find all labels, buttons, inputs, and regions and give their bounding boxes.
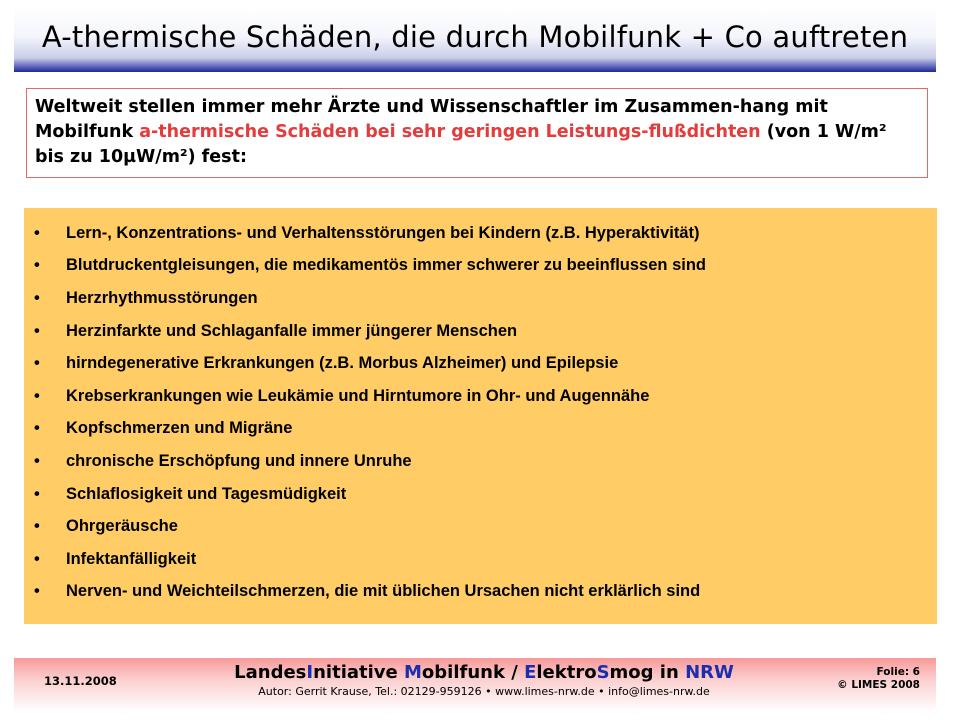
list-item-text: chronische Erschöpfung und innere Unruhe <box>66 451 412 470</box>
bullet-icon: • <box>34 484 40 503</box>
list-item-text: Krebserkrankungen wie Leukämie und Hirntumore in Ohr- und Augennähe <box>66 386 650 405</box>
list-item <box>32 315 706 348</box>
footer-organization-part: obilfunk / <box>421 662 525 683</box>
list-item-text: Ohrgeräusche <box>66 517 178 536</box>
list-item-text: Blutdruckentgleisungen, die medikamentös immer schwerer zu beeinflussen sind <box>66 256 706 275</box>
footer-organization-part: M <box>404 662 422 683</box>
bullet-icon: • <box>34 451 40 470</box>
bullet-icon: • <box>34 256 40 275</box>
footer-organization-part: E <box>524 662 537 683</box>
intro-highlight: a-thermische Schäden bei sehr geringen Leistungs-flußdichten <box>139 122 761 142</box>
bullet-icon: • <box>34 386 40 405</box>
footer-organization-part: mog in <box>609 662 686 683</box>
bullet-icon: • <box>34 549 40 568</box>
footer-center <box>204 662 764 698</box>
footer-organization-part: Landes <box>234 662 307 683</box>
list-item <box>32 445 706 478</box>
slide-title: A-thermische Schäden, die durch Mobilfunk + Co auftreten <box>41 20 909 54</box>
intro-text <box>35 95 921 170</box>
list-item-text: hirndegenerative Erkrankungen (z.B. Morbus Alzheimer) und Epilepsie <box>66 354 619 373</box>
footer-organization-part: lektro <box>536 662 597 683</box>
intro-text-part1: Weltweit stellen immer mehr Ärzte und Wissenschaftler im Zusammen-hang mit Mobilfunk <box>35 97 828 142</box>
bullet-icon: • <box>34 288 40 307</box>
list-item <box>32 576 706 609</box>
slide-number: Folie: 6 <box>876 666 920 678</box>
list-item <box>32 478 706 511</box>
list-item-text: Herzinfarkte und Schlaganfalle immer jüngerer Menschen <box>66 321 518 340</box>
intro-text-part2: (von 1 W/m² bis zu 10µW/m²) fest: <box>35 122 887 167</box>
bullet-icon: • <box>34 354 40 373</box>
title-bar <box>14 8 936 72</box>
list-item-text: Nerven- und Weichteilschmerzen, die mit üblichen Ursachen nicht erklärlich sind <box>66 582 701 601</box>
copyright: © LIMES 2008 <box>837 679 920 691</box>
intro-box <box>26 88 928 178</box>
list-item <box>32 380 706 413</box>
list-item-text: Schlaflosigkeit und Tagesmüdigkeit <box>66 484 347 503</box>
footer-organization-part: nitiative <box>313 662 404 683</box>
footer-right <box>837 666 920 692</box>
footer-contact: Autor: Gerrit Krause, Tel.: 02129-959126 • www.limes-nrw.de • info@limes-nrw.de <box>258 685 710 698</box>
footer-organization-part: NRW <box>685 662 734 683</box>
list-item <box>32 282 706 315</box>
list-item <box>32 543 706 576</box>
bullet-icon: • <box>34 517 40 536</box>
list-item-text: Infektanfälligkeit <box>66 549 197 568</box>
list-item <box>32 217 706 250</box>
symptom-list <box>32 217 706 608</box>
footer-organization-part: I <box>306 662 314 683</box>
list-item <box>32 347 706 380</box>
list-item-text: Herzrhythmusstörungen <box>66 288 258 307</box>
bullet-icon: • <box>34 419 40 438</box>
list-item-text: Kopfschmerzen und Migräne <box>66 419 293 438</box>
bullet-icon: • <box>34 321 40 340</box>
bullet-icon: • <box>34 582 40 601</box>
footer-organization-part: S <box>596 662 610 683</box>
list-item <box>32 510 706 543</box>
footer-bar <box>14 658 936 712</box>
footer-date: 13.11.2008 <box>44 674 117 688</box>
footer-organization <box>204 662 764 683</box>
list-item-text: Lern-, Konzentrations- und Verhaltensstörungen bei Kindern (z.B. Hyperaktivität) <box>66 223 700 242</box>
list-item <box>32 250 706 283</box>
bullet-icon: • <box>34 223 40 242</box>
symptom-list-panel <box>24 208 937 624</box>
list-item <box>32 413 706 446</box>
